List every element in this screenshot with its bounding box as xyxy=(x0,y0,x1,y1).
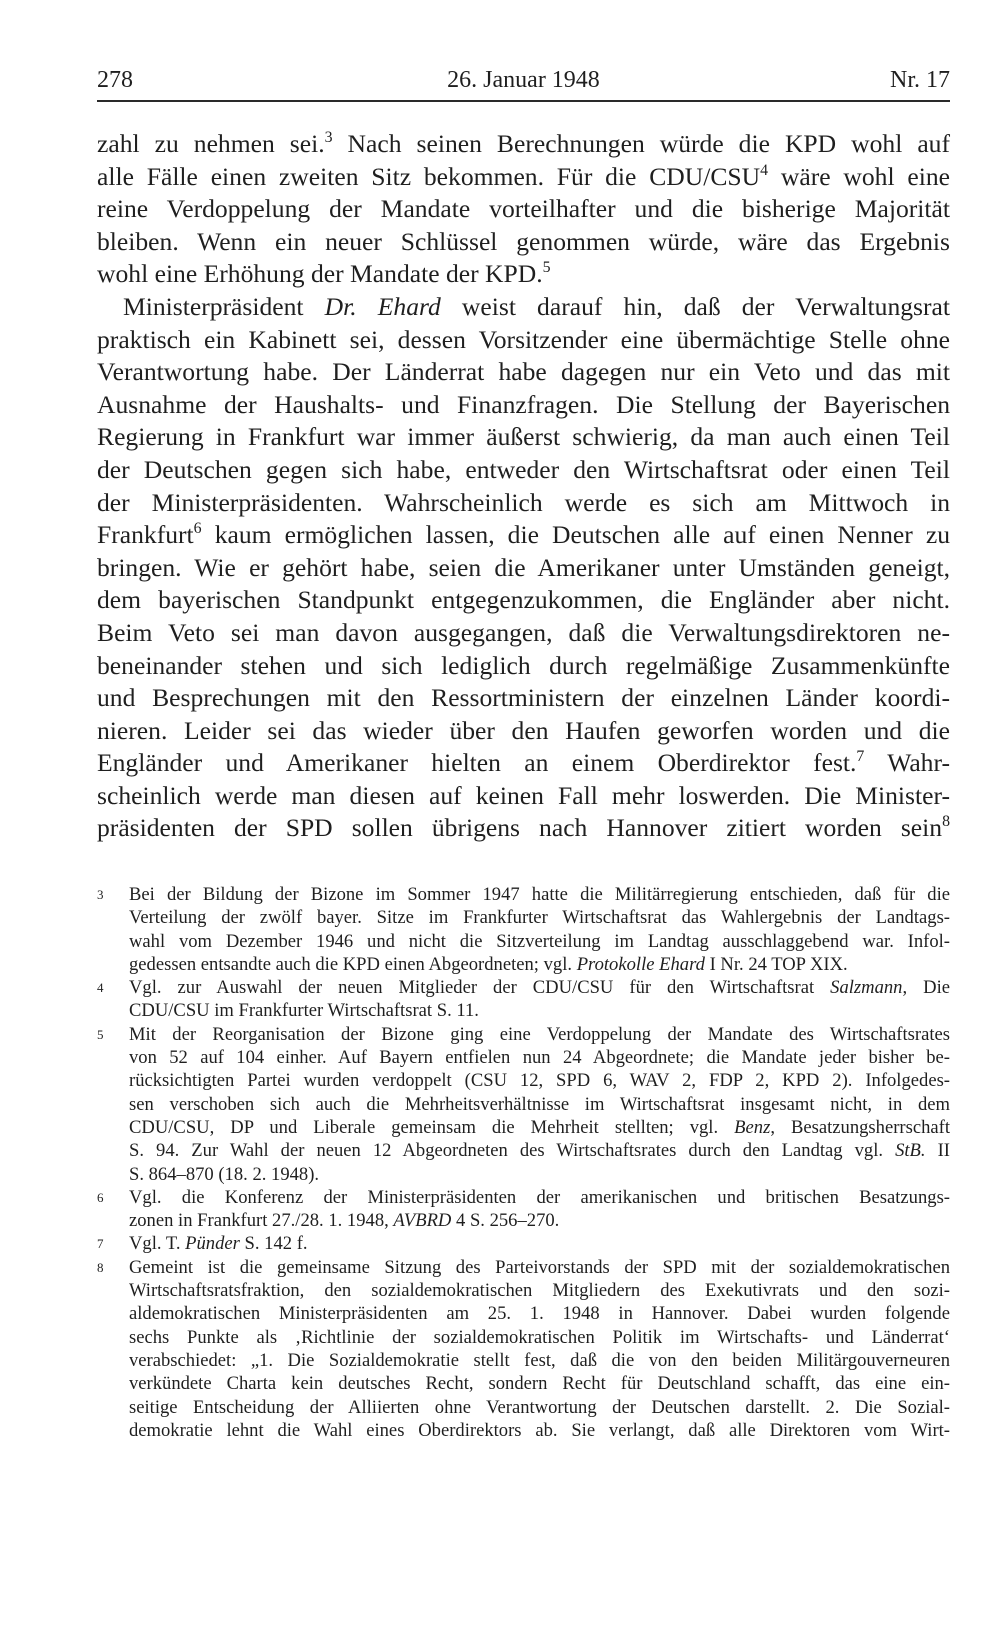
footnote-line: Verteilung der zwölf bayer. Sitze im Frankfurter Wirtschaftsrat das Wahlergebnis der Landtags- xyxy=(129,907,950,929)
footnote-line: Gemeint ist die gemeinsame Sitzung des Parteivorstands der SPD mit der sozialdemokratischen xyxy=(129,1256,950,1278)
footnote-line: zonen in Frankfurt 27./28. 1. 1948, AVBRD 4 S. 256–270. xyxy=(129,1210,560,1232)
footnote-line: sen verschoben sich auch die Mehrheitsverhältnisse im Wirtschaftsrat insgesamt nicht, in dem xyxy=(129,1093,950,1115)
footnote-ref[interactable]: 6 xyxy=(193,520,202,538)
text-line: und Besprechungen mit den Ressortministern der einzelnen Länder koordi- xyxy=(97,683,950,713)
footnote-line: rücksichtigten Partei wurden verdoppelt (CSU 12, SPD 6, WAV 2, FDP 2, KPD 2). Infolgedes- xyxy=(129,1070,950,1092)
text-line: nieren. Leider sei das wieder über den Haufen geworfen worden und die xyxy=(97,715,950,745)
footnote-ref[interactable]: 7 xyxy=(856,748,865,766)
footnote-6 xyxy=(97,1186,950,1233)
text-line: beneinander stehen und sich lediglich durch regelmäßige Zusammenkünfte xyxy=(97,650,950,680)
person-name: Ehard xyxy=(377,291,441,321)
text-line: Verantwortung habe. Der Länderrat habe dagegen nur ein Veto und das mit xyxy=(97,357,950,387)
footnote-ref[interactable]: 3 xyxy=(324,129,333,147)
text-line: Regierung in Frankfurt war immer äußerst schwierig, da man auch einen Teil xyxy=(97,422,950,452)
footnote-4 xyxy=(97,976,950,1023)
footnote-line: von 52 auf 104 einher. Auf Bayern entfielen nun 24 Abgeordnete; die Mandate jeder bisher be- xyxy=(129,1047,950,1069)
footnote-line: aldemokratischen Ministerpräsidenten am 25. 1. 1948 in Hannover. Dabei wurden folgende xyxy=(129,1303,950,1325)
footnote-line: demokratie lehnt die Wahl eines Oberdirektors ab. Sie verlangt, daß alle Direktoren vom Wirt- xyxy=(129,1419,950,1441)
footnote-number: 7 xyxy=(97,1236,104,1252)
footnote-line: verabschiedet: „1. Die Sozialdemokratie stellt fest, daß die von den beiden Militärgouverneuren xyxy=(129,1349,950,1371)
text-line: Engländer und Amerikaner hielten an einem Oberdirektor fest.$^7$ Wahr- xyxy=(97,748,951,778)
text-line: wohl eine Erhöhung der Mandate der KPD.$^5$ xyxy=(97,259,551,289)
running-header xyxy=(97,63,950,97)
footnote-line: Vgl. zur Auswahl der neuen Mitglieder der CDU/CSU für den Wirtschaftsrat Salzmann, Die xyxy=(129,977,950,999)
footnote-7 xyxy=(97,1232,950,1255)
footnote-number: 6 xyxy=(97,1189,104,1205)
footnote-line: S. 864–870 (18. 2. 1948). xyxy=(129,1163,320,1185)
text-line: bleiben. Wenn ein neuer Schlüssel genommen würde, wäre das Ergebnis xyxy=(97,226,950,256)
text-line: reine Verdoppelung der Mandate vorteilhafter und die bisherige Majorität xyxy=(97,194,950,224)
text-line: alle Fälle einen zweiten Sitz bekommen. Für die CDU/CSU$^4$ wäre wohl eine xyxy=(97,161,950,191)
text-line: der Ministerpräsidenten. Wahrscheinlich werde es sich am Mittwoch in xyxy=(97,487,950,517)
footnote-line: verkündete Charta kein deutsches Recht, sondern Recht für Deutschland schafft, das eine ein- xyxy=(129,1373,950,1395)
page-number: 278 xyxy=(97,67,133,93)
footnote-line: CDU/CSU im Frankfurter Wirtschaftsrat S. 11. xyxy=(129,1000,479,1022)
footnote-line: S. 94. Zur Wahl der neuen 12 Abgeordneten des Wirtschaftsrates durch den Landtag vgl. StB. II xyxy=(129,1140,950,1162)
footnote-8 xyxy=(97,1256,950,1442)
footnote-3 xyxy=(97,883,950,976)
footnote-line: Mit der Reorganisation der Bizone ging eine Verdoppelung der Mandate des Wirtschaftsrates xyxy=(129,1023,950,1045)
footnote-number: 8 xyxy=(97,1259,104,1275)
footnote-line: CDU/CSU, DP und Liberale gemeinsam die Mehrheit stellten; vgl. Benz, Besatzungsherrschaft xyxy=(129,1116,950,1138)
footnote-number: 3 xyxy=(97,887,104,902)
text-line: praktisch ein Kabinett sei, dessen Vorsitzender eine übermächtige Stelle ohne xyxy=(97,324,950,354)
footnote-ref[interactable]: 8 xyxy=(942,813,950,831)
text-line: Ministerpräsident Dr. Ehard weist darauf hin, daß der Verwaltungsrat xyxy=(123,291,951,321)
footnote-line: gedessen entsandte auch die KPD einen Abgeordneten; vgl. Protokolle Ehard I Nr. 24 TOP XIX. xyxy=(129,953,848,975)
text-line: bringen. Wie er gehört habe, seien die Amerikaner unter Umständen geneigt, xyxy=(97,552,950,582)
text-line: zahl zu nehmen sei.$^3$ Nach seinen Berechnungen würde die KPD wohl auf xyxy=(97,129,951,158)
text-line: Frankfurt$^6$ kaum ermöglichen lassen, die Deutschen alle auf einen Nenner zu xyxy=(97,520,950,550)
header-date: 26. Januar 1948 xyxy=(447,67,600,93)
footnote-line: Vgl. die Konferenz der Ministerpräsidenten der amerikanischen und britischen Besatzungs- xyxy=(129,1186,950,1208)
text-line: der Deutschen gegen sich habe, entweder den Wirtschaftsrat oder einen Teil xyxy=(97,454,950,484)
footnote-ref[interactable]: 4 xyxy=(760,161,769,179)
footnote-line: seitige Entscheidung der Alliierten ohne Verantwortung der Deutschen darstellt. 2. Die Sozial- xyxy=(129,1396,950,1418)
main-text xyxy=(97,128,950,845)
header-rule xyxy=(97,100,950,102)
footnote-line: Bei der Bildung der Bizone im Sommer 1947 hatte die Militärregierung entschieden, daß für die xyxy=(129,884,950,905)
footnote-number: 4 xyxy=(97,980,104,996)
footnote-line: wahl vom Dezember 1946 und nicht die Sitzverteilung im Landtag ausschlaggebend war. Infol- xyxy=(129,930,950,952)
document-number: Nr. 17 xyxy=(890,67,950,93)
footnotes xyxy=(97,883,950,1442)
text-line: Ausnahme der Haushalts- und Finanzfragen. Die Stellung der Bayerischen xyxy=(97,389,950,419)
footnote-5 xyxy=(97,1023,950,1186)
text-line: präsidenten der SPD sollen übrigens nach Hannover zitiert worden sein$^8$ xyxy=(97,813,950,843)
text-line: Beim Veto sei man davon ausgegangen, daß die Verwaltungsdirektoren ne- xyxy=(97,617,950,647)
text-line: dem bayerischen Standpunkt entgegenzukommen, die Engländer aber nicht. xyxy=(97,585,950,615)
text-line: scheinlich werde man diesen auf keinen Fall mehr loswerden. Die Minister- xyxy=(97,780,950,810)
footnote-line: sechs Punkte als ‚Richtlinie der sozialdemokratischen Politik im Wirtschafts- und Länderrat‘ xyxy=(129,1326,950,1348)
footnote-number: 5 xyxy=(97,1026,104,1042)
footnote-line: Vgl. T. Pünder S. 142 f. xyxy=(129,1233,308,1255)
footnote-line: Wirtschaftsratsfraktion, den sozialdemokratischen Mitgliedern des Exekutivrats und den sozi- xyxy=(129,1280,950,1302)
footnote-ref[interactable]: 5 xyxy=(542,259,551,277)
